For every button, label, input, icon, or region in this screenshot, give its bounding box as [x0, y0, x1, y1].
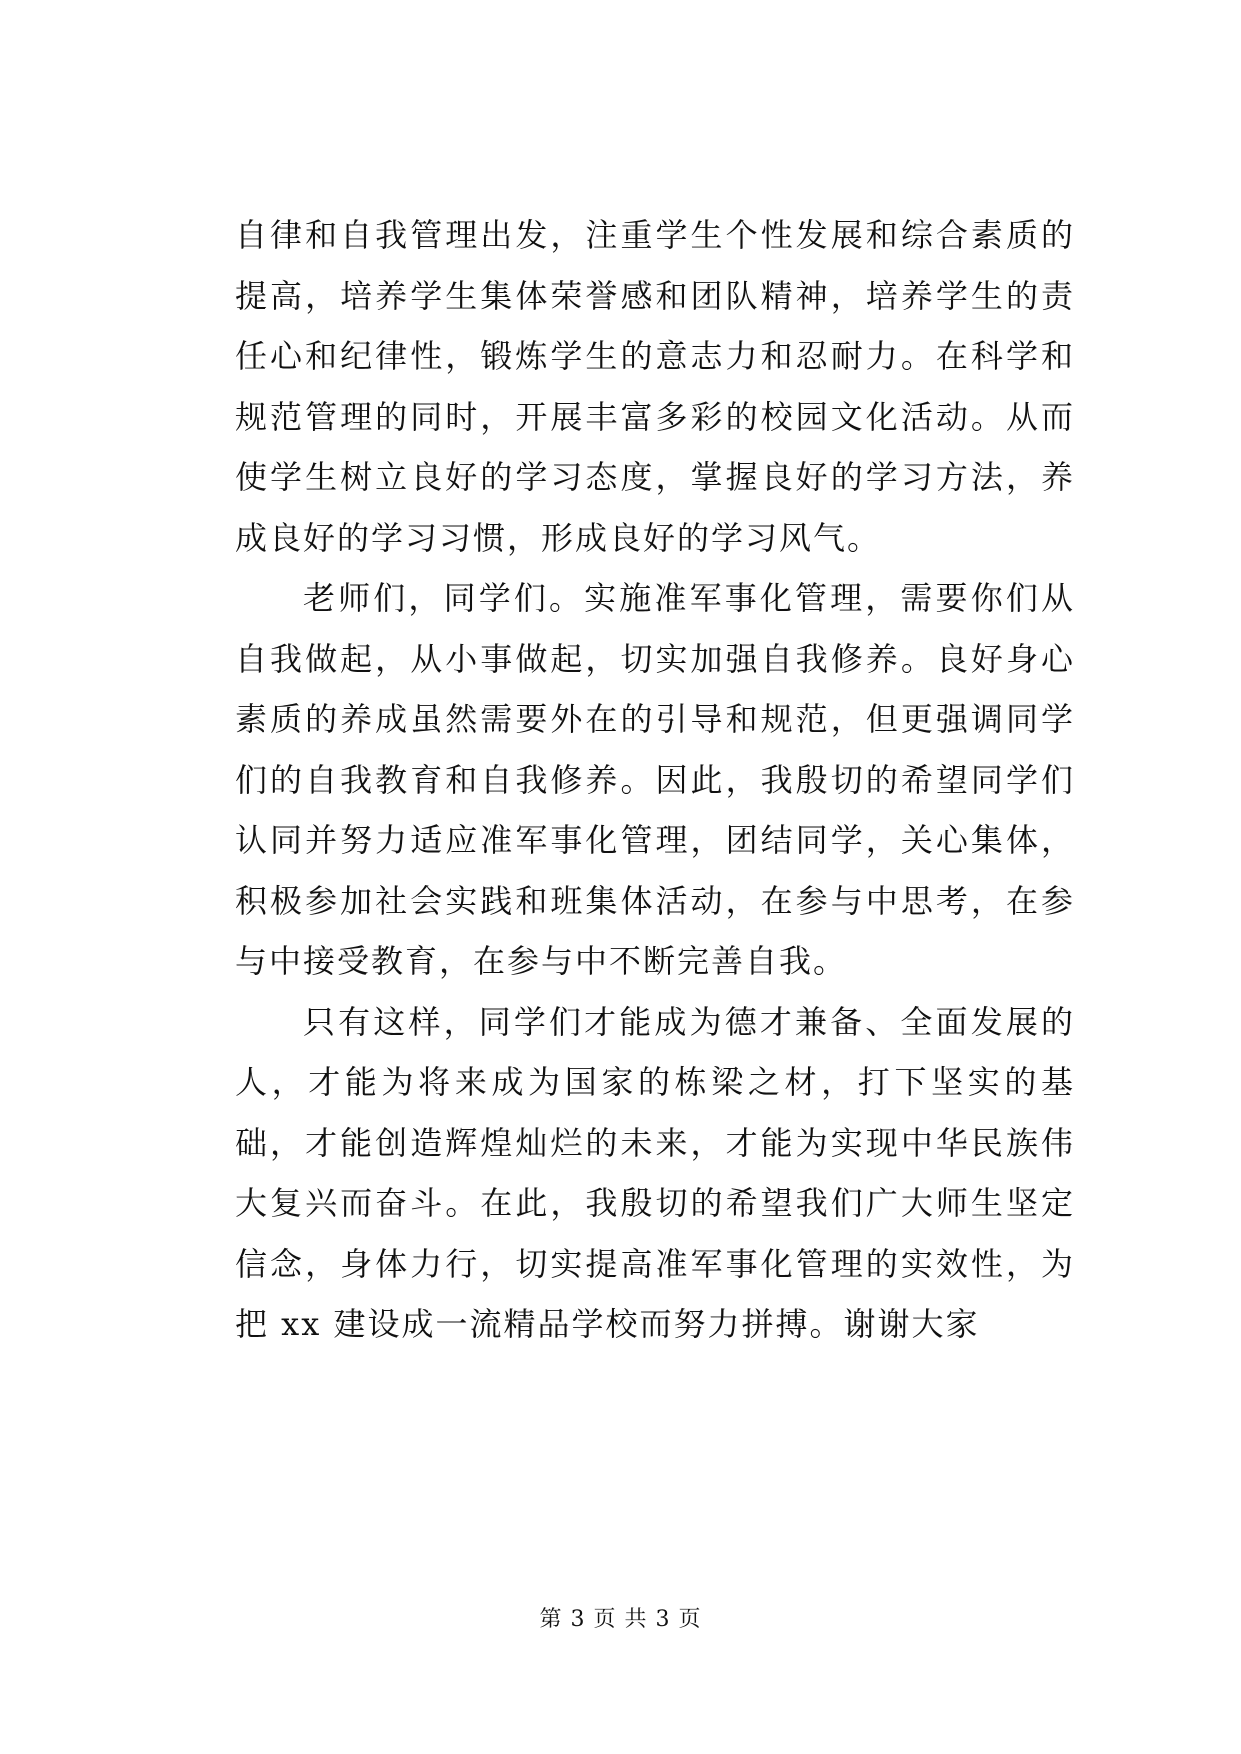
- document-body: [235, 205, 1075, 1355]
- paragraph-closing: 只有这样，同学们才能成为德才兼备、全面发展的人，才能为将来成为国家的栋梁之材，打下坚实的基础，才能创造辉煌灿烂的未来，才能为实现中华民族伟大复兴而奋斗。在此，我殷切的希望我们广大师生坚定信念，身体力行，切实提高准军事化管理的实效性，为把 xx 建设成一流精品学校而努力拼搏。谢谢大家: [235, 1002, 1075, 1343]
- paragraph-teachers-students: 老师们，同学们。实施准军事化管理，需要你们从自我做起，从小事做起，切实加强自我修养。良好身心素质的养成虽然需要外在的引导和规范，但更强调同学们的自我教育和自我修养。因此，我殷切的希望同学们认同并努力适应准军事化管理，团结同学，关心集体，积极参加社会实践和班集体活动，在参与中思考，在参与中接受教育，在参与中不断完善自我。: [235, 579, 1075, 980]
- paragraph-continuation: 自律和自我管理出发，注重学生个性发展和综合素质的提高，培养学生集体荣誉感和团队精神，培养学生的责任心和纪律性，锻炼学生的意志力和忍耐力。在科学和规范管理的同时，开展丰富多彩的校园文化活动。从而使学生树立良好的学习态度，掌握良好的学习方法，养成良好的学习习惯，形成良好的学习风气。: [235, 216, 1075, 557]
- page-number-footer: 第 3 页 共 3 页: [539, 1607, 702, 1632]
